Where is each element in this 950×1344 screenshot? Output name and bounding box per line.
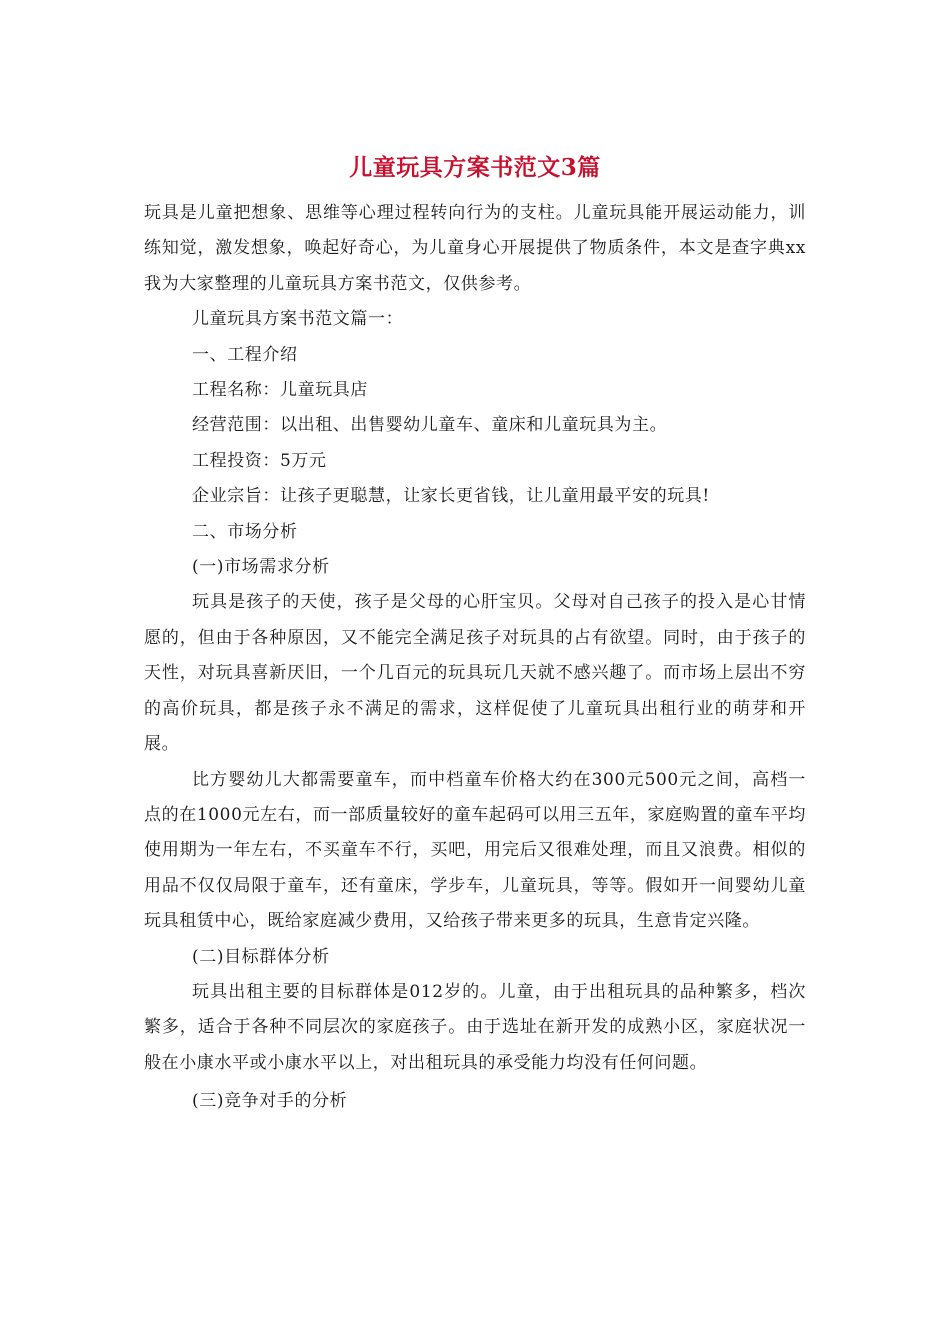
document-title: 儿童玩具方案书范文3篇 (349, 154, 601, 181)
company-mission-line: 企业宗旨：让孩子更聪慧，让家长更省钱，让儿童用最平安的玩具! (192, 486, 710, 507)
document-body (144, 196, 806, 1120)
target-group-paragraph: 玩具出租主要的目标群体是012岁的。儿童，由于出租玩具的品种繁多，档次繁多，适合于各种不同层次的家庭孩子。由于选址在新开发的成熟小区，家庭状况一般在小康水平或小康水平以上，对出租玩具的承受能力均没有任何问题。 (144, 981, 806, 1073)
business-scope-line: 经营范围：以出租、出售婴幼儿童车、童床和儿童玩具为主。 (192, 415, 668, 436)
section-heading-part-one: 儿童玩具方案书范文篇一： (192, 309, 404, 330)
project-name-line: 工程名称：儿童玩具店 (192, 380, 368, 401)
intro-paragraph: 玩具是儿童把想象、思维等心理过程转向行为的支柱。儿童玩具能开展运动能力，训练知觉，激发想象，唤起好奇心，为儿童身心开展提供了物质条件，本文是查字典xx我为大家整理的儿童玩具方案书范文，仅供参考。 (144, 203, 806, 294)
heading-project-intro: 一、工程介绍 (192, 344, 298, 365)
project-investment-line: 工程投资：5万元 (192, 450, 327, 471)
example-paragraph: 比方婴幼儿大都需要童车，而中档童车价格大约在300元500元之间，高档一点的在1000元左右，而一部质量较好的童车起码可以用三五年，家庭购置的童车平均使用期为一年左右，不买童车不行，买吧，用完后又很难处理，而且又浪费。相似的用品不仅仅局限于童车，还有童床，学步车，儿童玩具，等等。假如开一间婴幼儿童玩具租赁中心，既给家庭减少费用，又给孩子带来更多的玩具，生意肯定兴隆。 (144, 769, 806, 932)
subheading-target-group: (二)目标群体分析 (192, 946, 330, 967)
market-demand-paragraph: 玩具是孩子的天使，孩子是父母的心肝宝贝。父母对自己孩子的投入是心甘情愿的，但由于各种原因，又不能完全满足孩子对玩具的占有欲望。同时，由于孩子的天性，对玩具喜新厌旧，一个几百元的玩具玩几天就不感兴趣了。而市场上层出不穷的高价玩具，都是孩子永不满足的需求，这样促使了儿童玩具出租行业的萌芽和开展。 (144, 592, 806, 755)
subheading-competitor-analysis: (三)竞争对手的分析 (192, 1091, 348, 1112)
subheading-market-demand: (一)市场需求分析 (192, 557, 330, 578)
heading-market-analysis: 二、市场分析 (192, 521, 298, 542)
